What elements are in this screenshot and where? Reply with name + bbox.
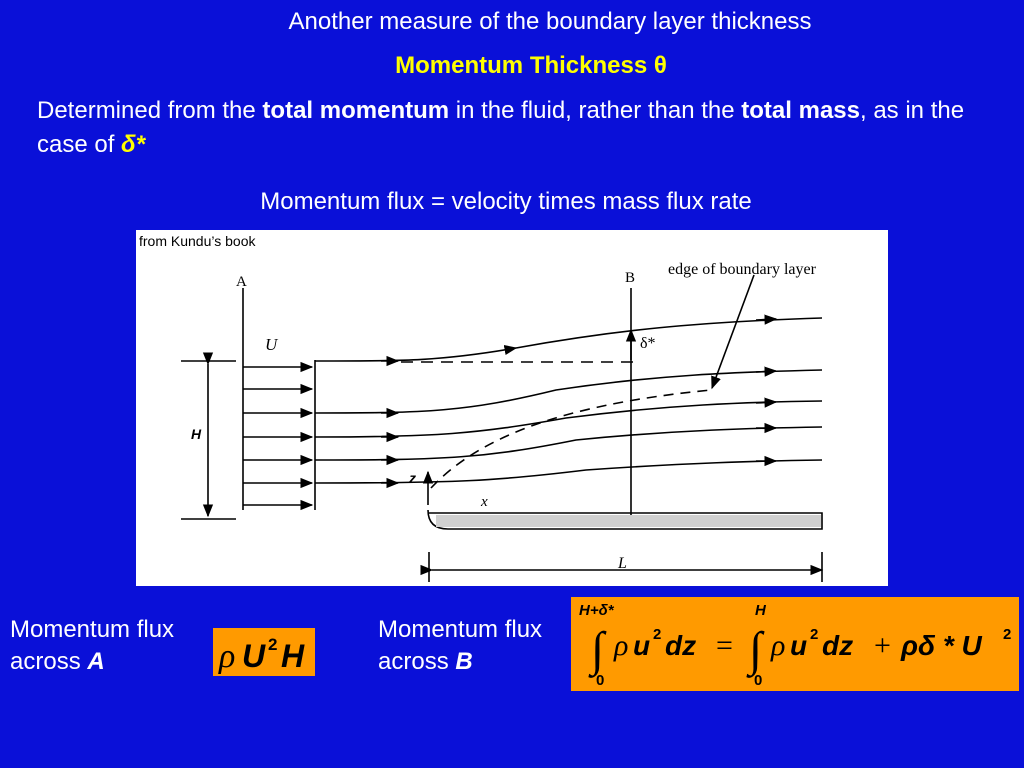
- formula-b-lower1: 0: [596, 672, 605, 689]
- para-text-3: , as in the case of: [37, 97, 965, 158]
- label-length: L: [618, 555, 627, 572]
- boundary-layer-diagram: [136, 230, 888, 586]
- formula-b-exp1: 2: [653, 626, 662, 643]
- flux-a-symbol: A: [87, 648, 105, 675]
- formula-b-upper2: H: [755, 602, 766, 619]
- formula-b-integral1: ∫: [591, 623, 605, 676]
- streamline: [315, 370, 822, 413]
- formula-a-rho: ρ: [219, 638, 236, 675]
- flux-a-line1: Momentum flux: [10, 616, 175, 643]
- formula-b-u1: u: [633, 630, 651, 661]
- label-section-b: B: [625, 270, 636, 286]
- formula-b-dz2: dz: [822, 630, 854, 661]
- para-text-1: Determined from the: [37, 97, 263, 124]
- label-delta-star: δ*: [640, 335, 656, 352]
- formula-b-upper1: H+δ*: [579, 602, 614, 619]
- flux-a-line2: across A: [10, 648, 105, 675]
- formula-b-exp2: 2: [810, 626, 819, 643]
- para-text-2: in the fluid, rather than the: [449, 97, 742, 124]
- flux-b-formula: [571, 597, 1019, 691]
- label-section-a: A: [236, 274, 247, 290]
- flux-a-formula: [213, 628, 315, 676]
- streamline: [315, 460, 822, 483]
- formula-b-u2: u: [790, 630, 808, 661]
- formula-b-equals: =: [716, 629, 733, 662]
- formula-b-tail: ρδ * U: [901, 630, 982, 661]
- boundary-layer-figure: [136, 230, 888, 586]
- definition-paragraph: [37, 94, 997, 162]
- momentum-flux-definition: Momentum flux = velocity times mass flux rate: [260, 188, 752, 215]
- para-bold-total-momentum: total momentum: [262, 97, 450, 124]
- flux-b-symbol: B: [455, 648, 473, 675]
- slide-subtitle: Momentum Thickness θ: [395, 52, 667, 79]
- formula-b-rho1: ρ: [614, 629, 629, 662]
- label-z-axis: z: [409, 470, 416, 486]
- flux-a-label: [10, 614, 174, 678]
- formula-a-h: H: [281, 638, 305, 674]
- streamline: [315, 401, 822, 437]
- streamline: [315, 427, 822, 460]
- formula-a-u: U: [242, 638, 266, 674]
- streamline: [315, 318, 822, 361]
- para-delta-star-symbol: δ*: [121, 131, 146, 158]
- plate-fill: [436, 515, 821, 527]
- formula-b-exp3: 2: [1003, 626, 1012, 643]
- label-height: H: [191, 426, 202, 442]
- para-bold-total-mass: total mass: [741, 97, 860, 124]
- figure-caption: from Kundu’s book: [139, 233, 256, 249]
- slide-title: Another measure of the boundary layer thickness: [288, 8, 812, 35]
- label-edge: edge of boundary layer: [668, 261, 816, 278]
- formula-b-integral2: ∫: [749, 623, 763, 676]
- flux-b-label: [378, 614, 542, 678]
- formula-a-exp: 2: [268, 635, 278, 654]
- flux-b-line1: Momentum flux: [378, 616, 543, 643]
- formula-b-lower2: 0: [754, 672, 763, 689]
- label-x-axis: x: [481, 494, 488, 510]
- edge-leader-line: [712, 275, 754, 388]
- boundary-layer-edge-curve: [431, 390, 711, 488]
- label-freestream: U: [265, 335, 278, 354]
- formula-b-dz1: dz: [665, 630, 697, 661]
- formula-b-rho2: ρ: [771, 629, 786, 662]
- flux-b-line2: across B: [378, 648, 473, 675]
- formula-b-plus: +: [874, 629, 891, 662]
